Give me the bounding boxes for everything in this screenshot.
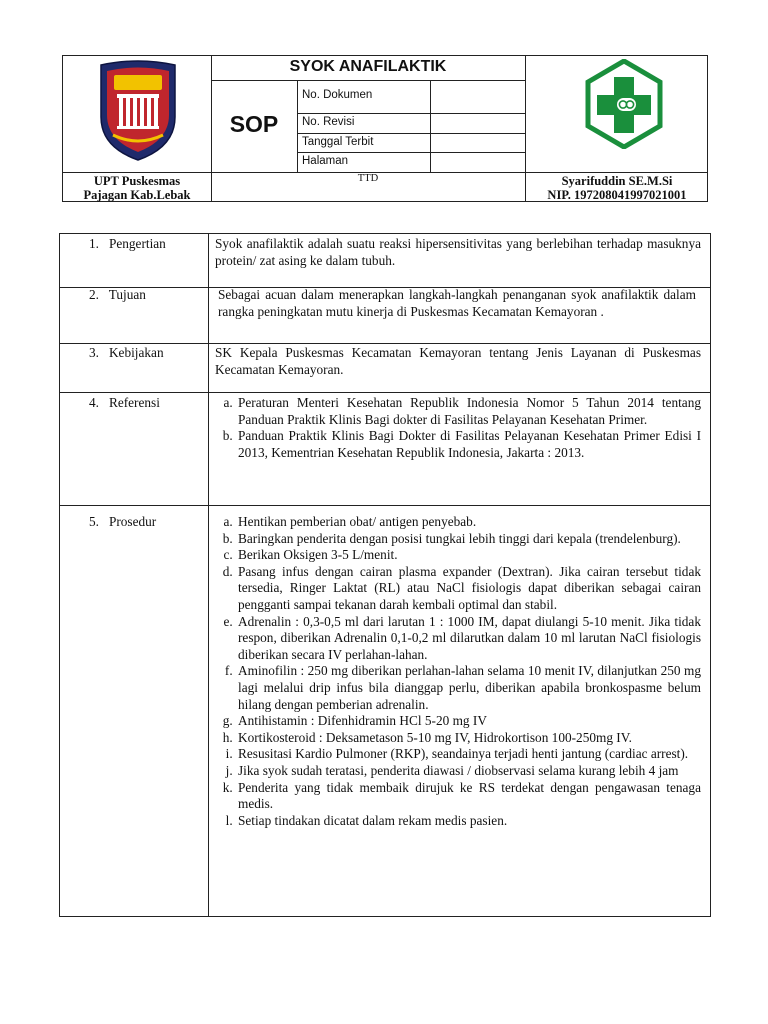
- org-name-line1: UPT Puskesmas: [93, 174, 181, 188]
- list-item: c. Berikan Oksigen 3-5 L/menit.: [236, 547, 701, 564]
- list-item: h. Kortikosteroid : Deksametason 5-10 mg IV, Hidrokortison 100-250mg IV.: [236, 730, 701, 747]
- lebak-regency-shield-logo: [97, 59, 179, 163]
- section-label-tujuan: 2. Tujuan: [89, 287, 146, 302]
- ttd-label: TTD: [357, 173, 379, 184]
- field-no-dokumen: No. Dokumen: [302, 89, 373, 101]
- sop-header-table: [62, 55, 708, 202]
- puskesmas-logo: [585, 59, 663, 149]
- field-no-revisi: No. Revisi: [302, 116, 355, 128]
- list-item: b. Baringkan penderita dengan posisi tungkai lebih tinggi dari kepala (trendelenburg).: [236, 531, 701, 548]
- section-label-prosedur: 5. Prosedur: [89, 514, 157, 529]
- sop-label: SOP: [229, 111, 279, 137]
- section-list-referensi: [215, 395, 701, 461]
- sop-body-table: [59, 233, 711, 917]
- list-item: e. Adrenalin : 0,3-0,5 ml dari larutan 1 : 1000 IM, dapat diulangi 5-10 menit. Jika tidak respon, diberikan Adrenalin 0,1-0,2 ml dilarutkan dalam 10 ml larutan NaCl fisiologis diberikan secara IV perlahan-lahan.: [236, 614, 701, 664]
- list-item: i. Resusitasi Kardio Pulmoner (RKP), seandainya terjadi henti jantung (cardiac arrest).: [236, 746, 701, 763]
- field-halaman: Halaman: [302, 155, 349, 167]
- section-list-prosedur: [215, 514, 701, 829]
- org-name-line2: Pajagan Kab.Lebak: [83, 188, 191, 202]
- list-item: b. Panduan Praktik Klinis Bagi Dokter di Fasilitas Pelayanan Kesehatan Primer Edisi I 2013, Kementrian Kesehatan Republik Indonesia, Jakarta : 2013.: [236, 428, 701, 461]
- list-item: k. Penderita yang tidak membaik dirujuk ke RS terdekat dengan pengawasan tenaga medis.: [236, 780, 701, 813]
- section-text-tujuan: Sebagai acuan dalam menerapkan langkah-langkah penanganan syok anafilaktik dalam rangka peningkatan mutu kinerja di Puskesmas Kecamatan Kemayoran .: [218, 287, 696, 319]
- list-item: d. Pasang infus dengan cairan plasma expander (Dextran). Jika cairan tersebut tidak tersedia, Ringer Laktat (RL) atau NaCl fisiologis dapat diberikan sebagai cairan pengganti sampai tekanan darah kembali optimal dan stabil.: [236, 564, 701, 614]
- section-text-kebijakan: SK Kepala Puskesmas Kecamatan Kemayoran tentang Jenis Layanan di Puskesmas Kecamatan Kemayoran.: [215, 345, 701, 377]
- list-item: l. Setiap tindakan dicatat dalam rekam medis pasien.: [236, 813, 701, 830]
- list-item: g. Antihistamin : Difenhidramin HCl 5-20 mg IV: [236, 713, 701, 730]
- list-item: j. Jika syok sudah teratasi, penderita diawasi / diobservasi selama kurang lebih 4 jam: [236, 763, 701, 780]
- list-item: a. Hentikan pemberian obat/ antigen penyebab.: [236, 514, 701, 531]
- field-tanggal-terbit: Tanggal Terbit: [302, 136, 374, 148]
- section-label-kebijakan: 3. Kebijakan: [89, 345, 164, 360]
- list-item: f. Aminofilin : 250 mg diberikan perlahan-lahan selama 10 menit IV, dilanjutkan 250 mg lagi melalui drip infus bila dianggap perlu, diberikan apabila bronkospasme belum hilang dengan pemberian adrenalin.: [236, 663, 701, 713]
- section-text-pengertian: Syok anafilaktik adalah suatu reaksi hipersensitivitas yang berlebihan terhadap masuknya protein/ zat asing ke dalam tubuh.: [215, 236, 701, 268]
- signer-name: Syarifuddin SE.M.Si: [561, 174, 673, 188]
- list-item: a. Peraturan Menteri Kesehatan Republik Indonesia Nomor 5 Tahun 2014 tentang Panduan Praktik Klinis Bagi dokter di Fasilitas Pelayanan Kesehatan Primer.: [236, 395, 701, 428]
- document-title: SYOK ANAFILAKTIK: [289, 58, 447, 75]
- section-label-pengertian: 1. Pengertian: [89, 236, 166, 251]
- section-label-referensi: 4. Referensi: [89, 395, 160, 410]
- signer-nip: NIP. 197208041997021001: [547, 188, 687, 202]
